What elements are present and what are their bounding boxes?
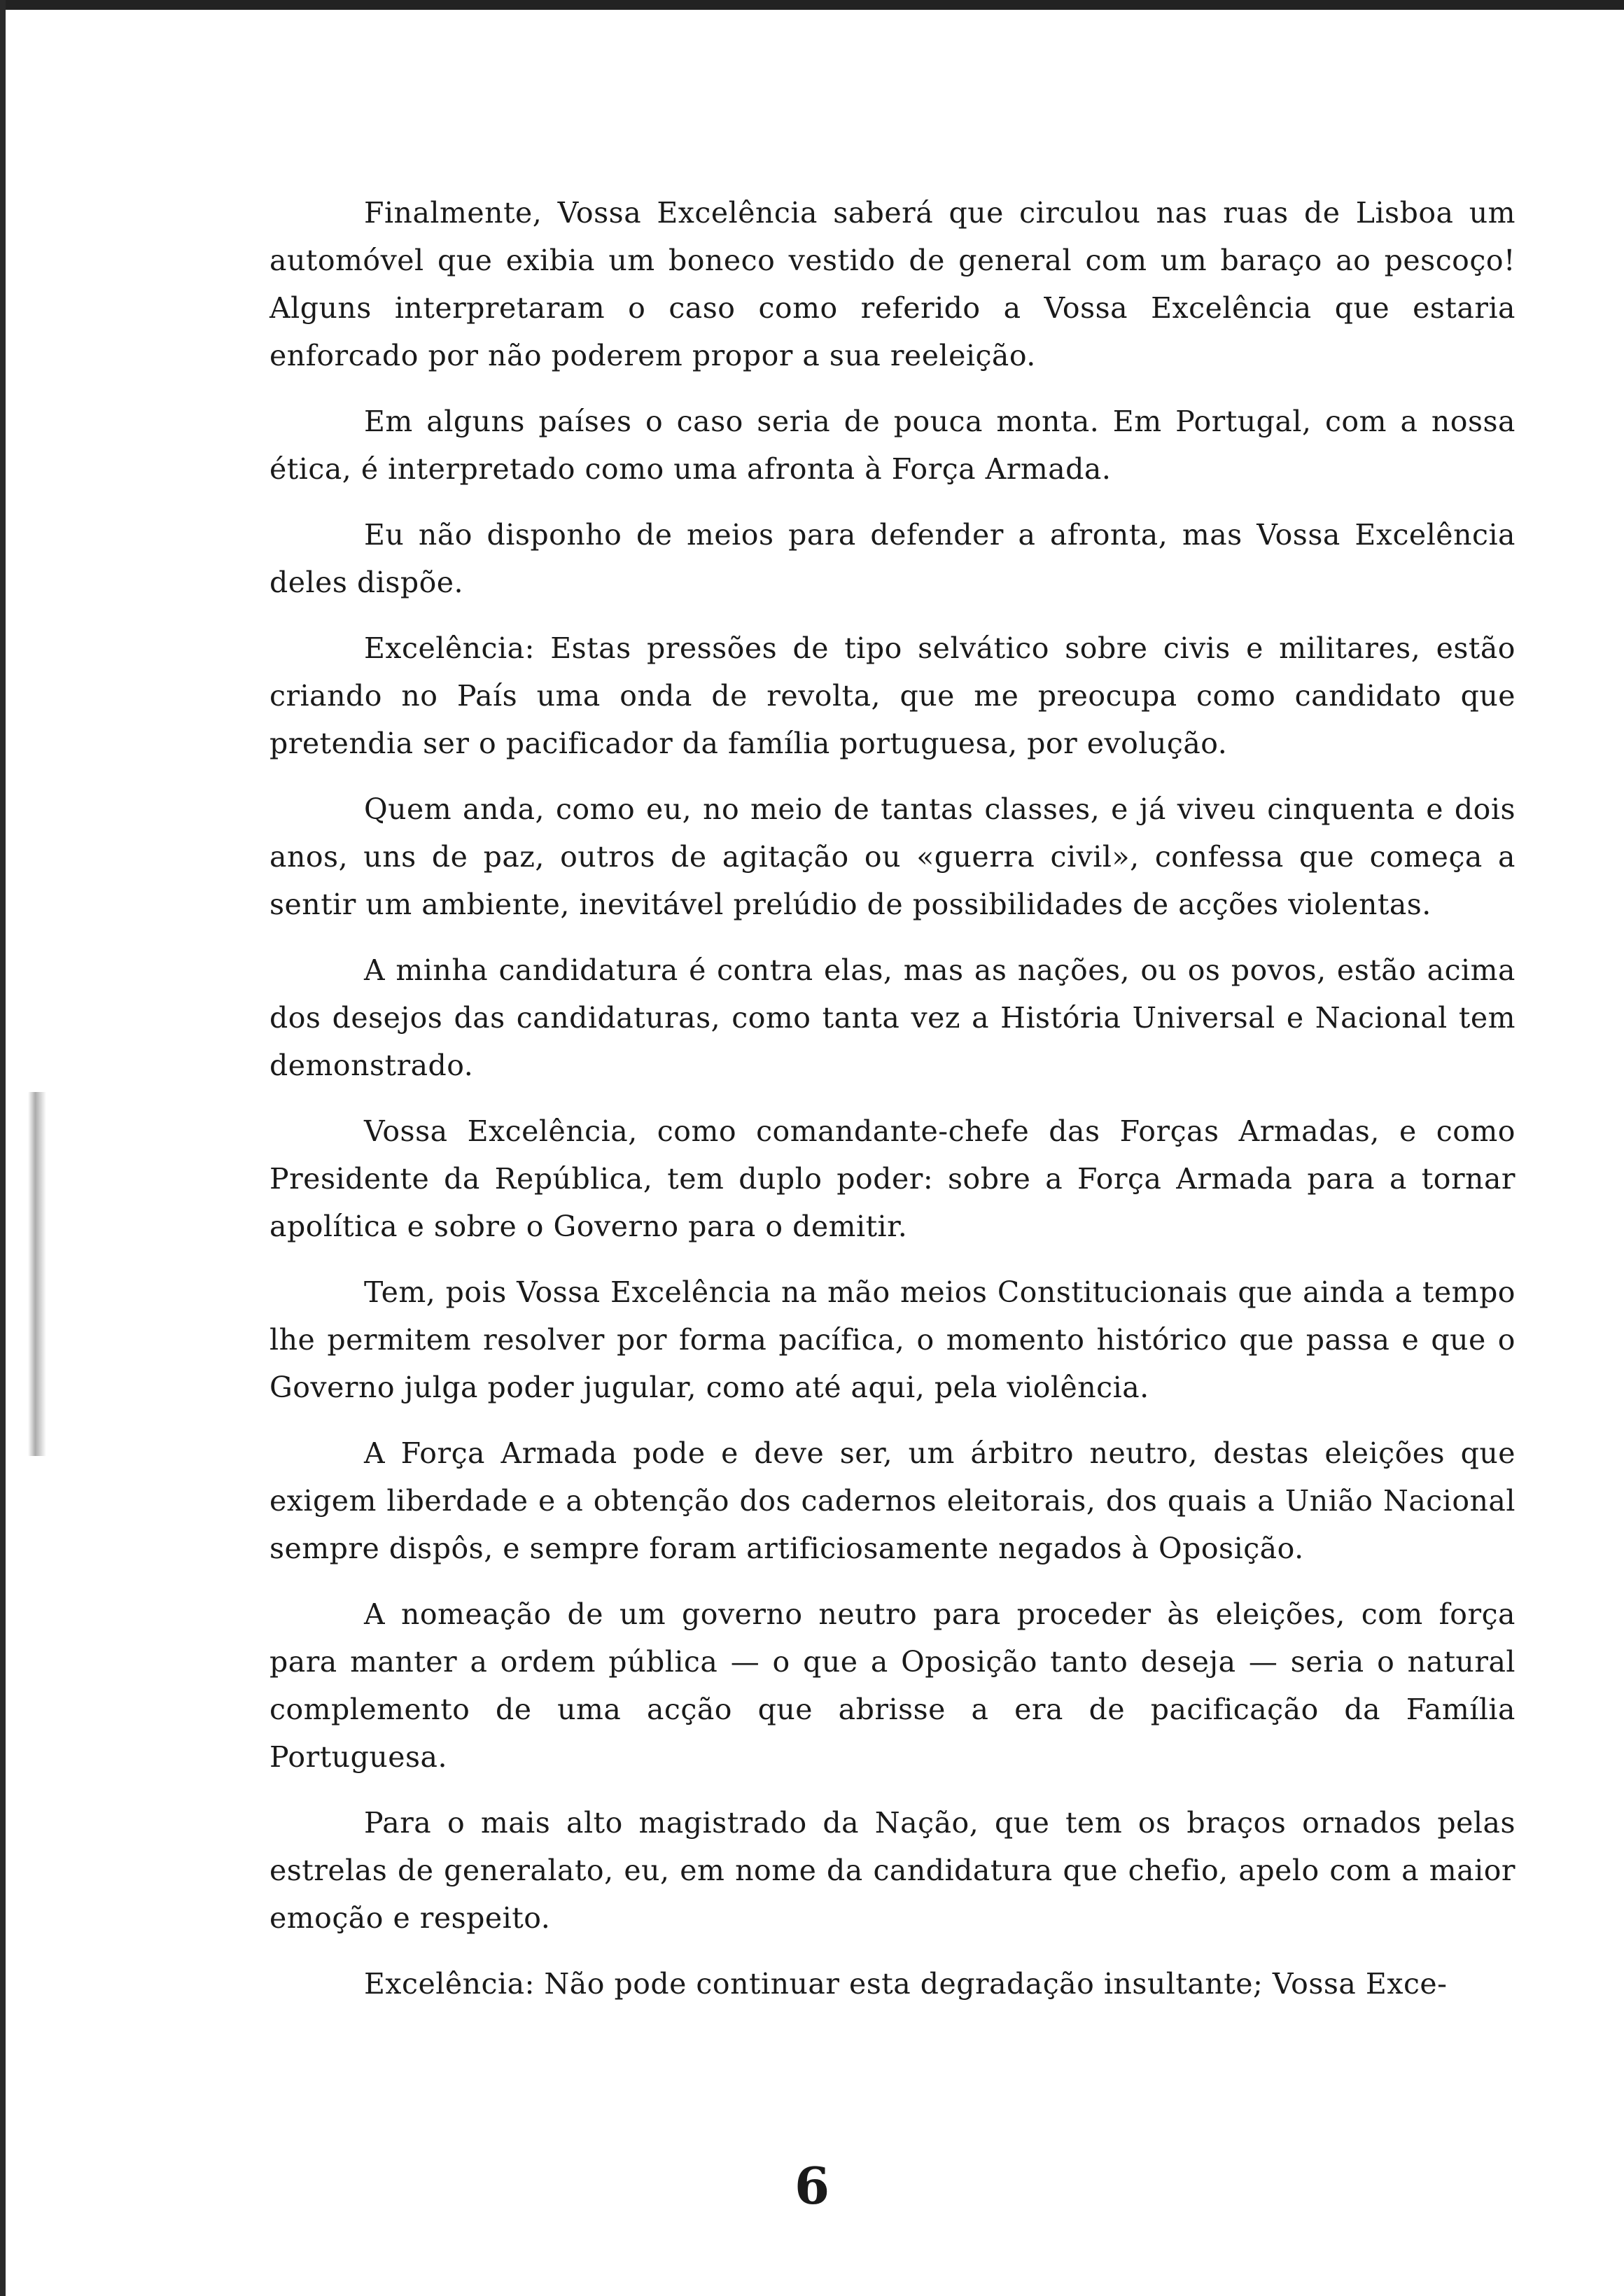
paragraph-6: A minha candidatura é contra elas, mas as nações, ou os povos, estão acima dos desejos das candidaturas, como tanta vez a História Universal e Nacional tem demonstrado.: [270, 953, 1516, 1082]
paragraph-9: A Força Armada pode e deve ser, um árbitro neutro, destas eleições que exigem liberdade e a obtenção dos cadernos eleitorais, dos quais a União Nacional sempre dispôs, e sempre foram artificiosamente negados à Oposição.: [270, 1436, 1516, 1565]
paragraph-1: Finalmente, Vossa Excelência saberá que circulou nas ruas de Lisboa um automóvel que exibia um boneco vestido de general com um baraço ao pescoço! Alguns interpretaram o caso como referido a Vossa Excelência que estaria enforcado por não poderem propor a sua reeleição.: [270, 196, 1516, 372]
paragraph-11: Para o mais alto magistrado da Nação, que tem os braços ornados pelas estrelas de generalato, eu, em nome da candidatura que chefio, apelo com a maior emoção e respeito.: [270, 1806, 1516, 1935]
paragraph-10: A nomeação de um governo neutro para proceder às eleições, com força para manter a ordem pública — o que a Oposição tanto deseja — seria o natural complemento de uma acção que abrisse a era de pacificação da Família Portuguesa.: [270, 1597, 1516, 1774]
paragraph-2: Em alguns países o caso seria de pouca monta. Em Portugal, com a nossa ética, é interpretado como uma afronta à Força Armada.: [270, 405, 1516, 486]
paragraph-4: Excelência: Estas pressões de tipo selvático sobre civis e militares, estão criando no País uma onda de revolta, que me preocupa como candidato que pretendia ser o pacificador da família portuguesa, por evolução.: [270, 631, 1516, 760]
scan-smudge: [28, 1092, 46, 1456]
paragraph-5: Quem anda, como eu, no meio de tantas classes, e já viveu cinquenta e dois anos, uns de paz, outros de agitação ou «guerra civil», confessa que começa a sentir um ambiente, inevitável prelúdio de possibilidades de acções violentas.: [270, 792, 1516, 921]
paragraph-12: Excelência: Não pode continuar esta degradação insultante; Vossa Exce-: [364, 1967, 1448, 2001]
paragraph-7: Vossa Excelência, como comandante-chefe das Forças Armadas, e como Presidente da República, tem duplo poder: sobre a Força Armada para a tornar apolítica e sobre o Governo para o demitir.: [270, 1114, 1516, 1243]
paragraph-8: Tem, pois Vossa Excelência na mão meios Constitucionais que ainda a tempo lhe permitem resolver por forma pacífica, o momento histórico que passa e que o Governo julga poder jugular, como até aqui, pela violência.: [270, 1275, 1516, 1404]
scan-left-edge: [0, 0, 6, 2296]
scan-top-edge: [0, 0, 1624, 10]
page-number: 6: [794, 2156, 830, 2216]
paragraph-3: Eu não disponho de meios para defender a afronta, mas Vossa Excelência deles dispõe.: [270, 518, 1516, 599]
document-body: [270, 189, 1516, 2026]
